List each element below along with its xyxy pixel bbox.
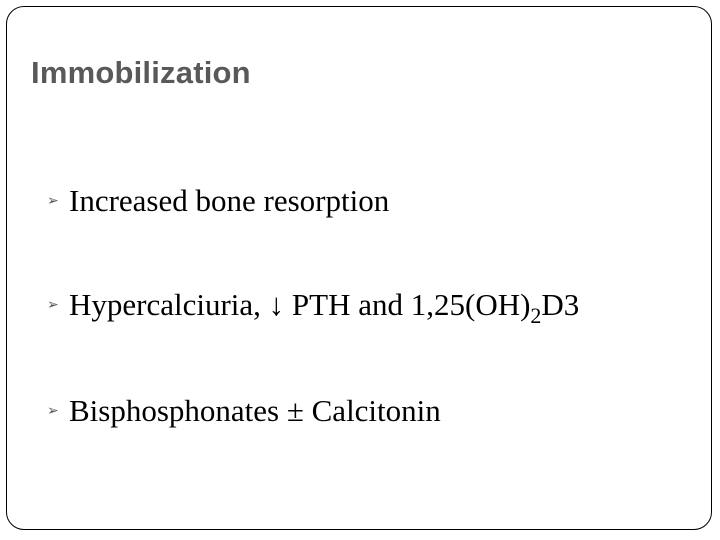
bullet-item [47, 393, 441, 429]
bullet-item [47, 183, 389, 219]
bullet-arrow-icon: ➢ [47, 404, 59, 419]
subscript: 2 [530, 303, 542, 328]
bullet-text: Hypercalciuria, ↓ PTH and $1,25(OH)_2D3$ [69, 287, 580, 328]
bullet-text: Bisphosphonates ± Calcitonin [69, 393, 441, 428]
bullet-arrow-icon: ➢ [47, 298, 59, 313]
bullet-text: Increased bone resorption [69, 183, 390, 218]
slide-title: Immobilization [31, 55, 251, 90]
bullet-arrow-icon: ➢ [47, 194, 59, 209]
slide-frame [6, 6, 712, 530]
bullet-item [47, 287, 580, 328]
